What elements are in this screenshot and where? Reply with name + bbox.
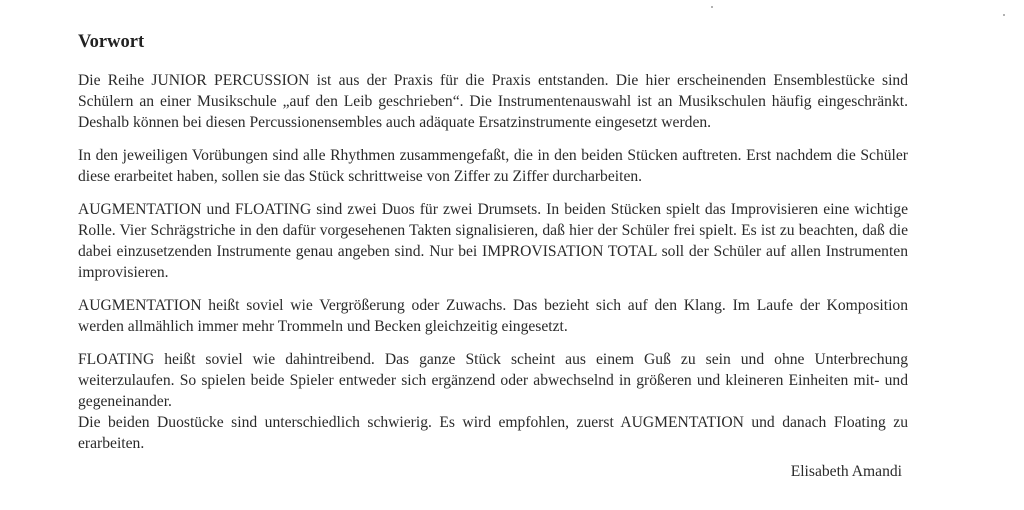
paragraph-exercises: In den jeweiligen Vorübungen sind alle Rhythmen zusammengefaßt, die in den beiden Stücken auftreten. Erst nachdem die Schüler diese erarbeitet haben, sollen sie das Stück schrittweise von Ziffer zu Ziffer durcharbeiten. <box>78 147 908 185</box>
author-signature: Elisabeth Amandi <box>790 463 902 480</box>
paragraph-floating: FLOATING heißt soviel wie dahintreibend. Das ganze Stück scheint aus einem Guß zu sein und ohne Unterbrechung weiterzulaufen. So spielen beide Spieler entweder sich ergänzend oder abwechselnd in größeren und kleineren Einheiten mit- und gegeneinander. <box>78 351 908 410</box>
paragraph-intro: Die Reihe JUNIOR PERCUSSION ist aus der Praxis für die Praxis entstanden. Die hier erscheinenden Ensemblestücke sind Schülern an einer Musikschule „auf den Leib geschrieben“. Die Instrumentenauswahl ist an Musikschulen häufig eingeschränkt. Deshalb können bei diesen Percussionensembles auch adäquate Ersatzinstrumente eingesetzt werden. <box>78 72 908 131</box>
scan-speck <box>711 6 713 8</box>
paragraph-duos: AUGMENTATION und FLOATING sind zwei Duos für zwei Drumsets. In beiden Stücken spielt das Improvisieren eine wichtige Rolle. Vier Schrägstriche in den dafür vorgesehenen Takten signalisieren, daß hier der Schüler frei spielt. Es ist zu beachten, daß die dabei einzusetzenden Instrumente genau angeben sind. Nur bei IMPROVISATION TOTAL soll der Schüler auf allen Instrumenten improvisieren. <box>78 201 908 281</box>
page-title: Vorwort <box>78 32 145 52</box>
scan-speck <box>1003 14 1005 16</box>
paragraph-augmentation: AUGMENTATION heißt soviel wie Vergrößerung oder Zuwachs. Das bezieht sich auf den Klang. Im Laufe der Komposition werden allmählich immer mehr Trommeln und Becken gleichzeitig eingesetzt. <box>78 297 908 335</box>
preface-page <box>78 30 908 454</box>
paragraph-difficulty: Die beiden Duostücke sind unterschiedlich schwierig. Es wird empfohlen, zuerst AUGMENTATION und danach Floating zu erarbeiten. <box>78 414 908 452</box>
